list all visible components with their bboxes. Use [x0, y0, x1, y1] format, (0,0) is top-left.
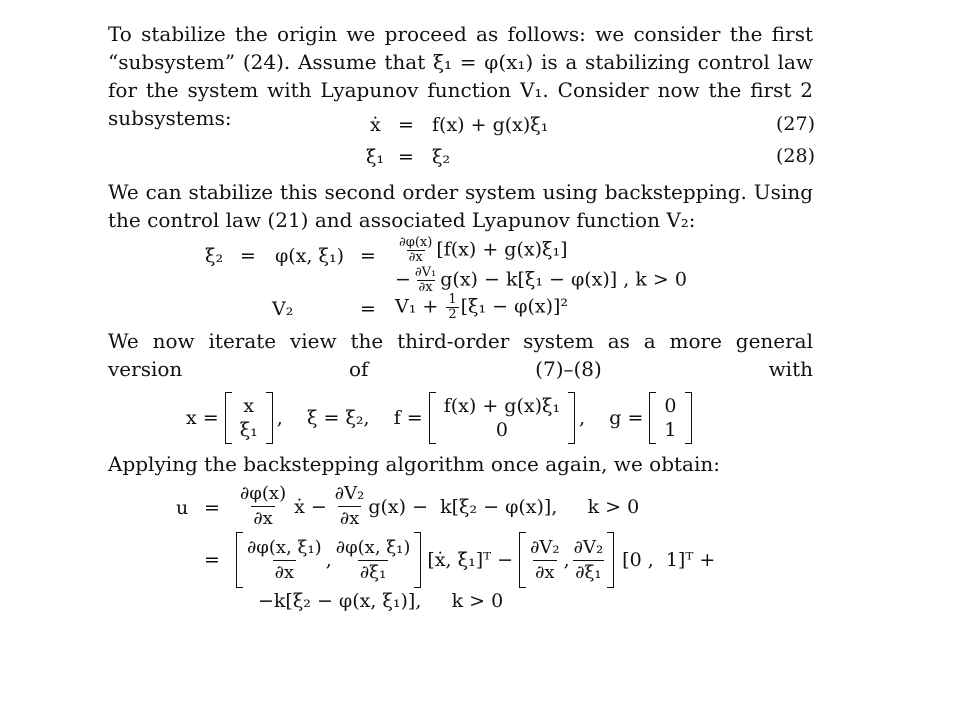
eq28-number: (28) — [776, 145, 816, 167]
x-vector: x ξ₁ — [225, 392, 273, 444]
paragraph-intro: To stabilize the origin we proceed as follows: we consider the first “subsystem” (24). Assume that ξ₁ = φ(x₁) is a stabilizing control law for the system with Lyapunov function V₁. Consider now the first 2 subsystems: — [108, 22, 813, 130]
V2-rhs: V₁ + $\frac{1}{2}$ [ξ₁ − φ(x)]² — [395, 292, 569, 322]
xi2-rhs-line1: $\frac{\partial\varphi(x)}{\partial x}$ [f(x) + g(x)ξ₁] — [399, 235, 568, 265]
V2-lhs: V₂ — [272, 298, 294, 320]
xi2-eq2: = — [360, 245, 376, 267]
u-eq: = — [204, 497, 220, 519]
eq27-rhs: f(x) + g(x)ξ₁ — [432, 114, 549, 136]
eq28-rel: = — [398, 146, 414, 168]
eq28-lhs: ξ̇₁ — [366, 146, 385, 168]
xi2-eq1: = — [240, 245, 256, 267]
paragraph-third-order: We now iterate view the third-order system as a more general version of (7)–(8) with — [108, 329, 813, 381]
dV2-dxi1-fraction: $\frac{\text{∂V₂}}{\text{∂ξ₁}}$ — [573, 536, 604, 583]
paragraph-backstepping: We can stabilize this second order system using backstepping. Using the control law (21) and associated Lyapunov function V₂: — [108, 180, 813, 232]
f-vector: f(x) + g(x)ξ₁ 0 — [429, 392, 575, 444]
dV2-dx-fraction-2: $\frac{\text{∂V₂}}{\partial x}$ — [530, 536, 560, 583]
paragraph-algorithm: Applying the backstepping algorithm once again, we obtain: — [108, 452, 720, 476]
u-line2-eq: = — [204, 549, 220, 571]
dphi-dx-fraction: $\frac{\partial\varphi(x)}{\partial x}$ — [399, 235, 433, 265]
dphi-xi-dx-fraction: $\frac{\text{∂φ(x, ξ₁)}}{\partial x}$ — [247, 536, 322, 583]
eq27-lhs: ẋ — [370, 114, 381, 136]
definitions-line: x = x ξ₁ , ξ = ξ₂, f = f(x) + g(x)ξ₁ 0 , g = 0 1 — [186, 390, 692, 446]
u-rhs-line3: −k[ξ₂ − φ(x, ξ₁)], k > 0 — [258, 590, 504, 612]
dphi-xi-dxi1-fraction: $\frac{\text{∂φ(x, ξ₁)}}{\text{∂ξ₁}}$ — [335, 536, 411, 583]
half-fraction: $\frac{1}{2}$ — [448, 292, 457, 322]
eq28-rhs: ξ₂ — [432, 146, 451, 168]
dV1-dx-fraction: $\frac{\text{∂V₁}}{\partial x}$ — [414, 265, 437, 295]
u-rhs-line2: $\frac{\text{∂φ(x, ξ₁)}}{\partial x}$ , $\frac{\text{∂φ(x, ξ₁)}}{\text{∂ξ₁}}$ [ẋ, ξ̇₁]ᵀ − $\frac{\text{∂V₂}}{\partial x}$ , $\frac{\text{∂V₂}}{\text{∂ξ₁}}$ [0 , 1]ᵀ + — [236, 532, 715, 588]
phi-expr: φ(x, ξ₁) — [275, 245, 345, 267]
g-vector: 0 1 — [649, 392, 691, 444]
eq27-number: (27) — [776, 113, 816, 135]
u-lhs: u — [176, 497, 189, 519]
dphi-dx-fraction-2: $\frac{\partial\varphi(x)}{\partial x}$ — [240, 483, 287, 529]
xi2-lhs: ξ₂ — [205, 245, 224, 267]
V2-eq: = — [360, 298, 376, 320]
u-rhs-line1: $\frac{\partial\varphi(x)}{\partial x}$ ẋ − $\frac{\text{∂V₂}}{\partial x}$ g(x) − k[ξ₂ − φ(x)], k > 0 — [240, 483, 640, 529]
xi2-rhs-line2: − $\frac{\text{∂V₁}}{\partial x}$ g(x) − k[ξ₁ − φ(x)] , k > 0 — [395, 265, 687, 295]
dV2-dx-fraction: $\frac{\text{∂V₂}}{\partial x}$ — [334, 483, 365, 529]
eq27-rel: = — [398, 114, 414, 136]
